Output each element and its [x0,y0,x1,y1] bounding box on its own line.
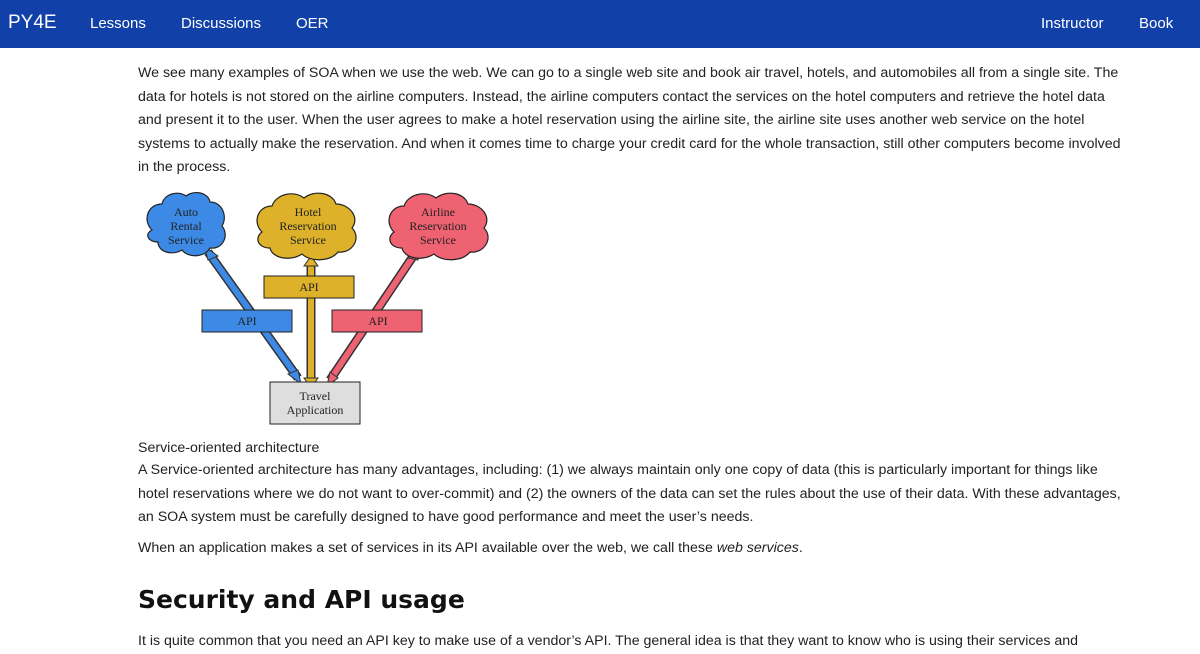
nav-discussions[interactable]: Discussions [181,15,262,32]
travel-application-box [270,382,360,424]
nav-instructor[interactable]: Instructor [1041,15,1104,32]
main-content [138,62,1123,440]
api-box-auto [202,310,292,332]
api-box-hotel [264,276,354,298]
soa-diagram [138,190,498,440]
app-line2: Application [286,402,344,417]
cloud-airline-line3: Service [420,232,456,247]
web-services-paragraph [138,537,1123,561]
section-heading: Security and API usage [138,585,465,614]
soa-paragraph: We see many examples of SOA when we use the web. We can go to a single web site and book air travel, hotels, and automobiles all from a single site. The data for hotels is not stored on the airline computers. Instead, the airline computers contact the services on the hotel computers and retrieve the hotel data and present it to the user. When the user agrees to make a hotel reservation using the airline site, the airline site uses another web service on the hotel systems to actually make the reservation. And when it comes time to charge your credit card for the whole transaction, still other computers become involved in the process. [138,65,1121,175]
cloud-auto-line3: Service [168,232,204,247]
cloud-auto-rental [147,192,225,255]
nav-lessons[interactable]: Lessons [90,15,146,32]
cloud-hotel-line1: Hotel [294,204,322,219]
cloud-airline-line2: Reservation [409,218,467,233]
cloud-hotel [257,193,356,260]
cloud-auto-line1: Auto [174,204,198,219]
top-navbar [0,0,1200,48]
figure-caption: Service-oriented architecture [138,440,320,456]
cloud-auto-line2: Rental [170,218,202,233]
cloud-airline [389,193,488,260]
nav-book[interactable]: Book [1139,15,1174,32]
app-line1: Travel [299,388,331,403]
api-key-paragraph: It is quite common that you need an API key to make use of a vendor’s API. The general idea is that they want to know who is using their services and [138,633,1079,649]
web-services-suffix: . [798,540,803,556]
web-services-prefix: When an application makes a set of services in its API available over the web, we call these [138,540,717,556]
cloud-airline-line1: Airline [421,204,455,219]
brand-link[interactable]: PY4E [8,12,57,33]
advantages-paragraph: A Service-oriented architecture has many advantages, including: (1) we always maintain only one copy of data (this is particularly important for things like hotel reservations where we do not want to over-commit) and (2) the owners of the data can set the rules about the use of their data. With these advantages, an SOA system must be carefully designed to have good performance and meet the user’s needs. [138,462,1121,525]
cloud-hotel-line3: Service [290,232,326,247]
nav-oer[interactable]: OER [296,15,329,32]
cloud-hotel-line2: Reservation [279,218,337,233]
api-label-hotel: API [299,279,319,294]
api-label-airline: API [368,313,388,328]
api-box-airline [332,310,422,332]
api-label-auto: API [237,313,257,328]
soa-diagram-svg [138,190,498,440]
web-services-term: web services [716,540,799,556]
